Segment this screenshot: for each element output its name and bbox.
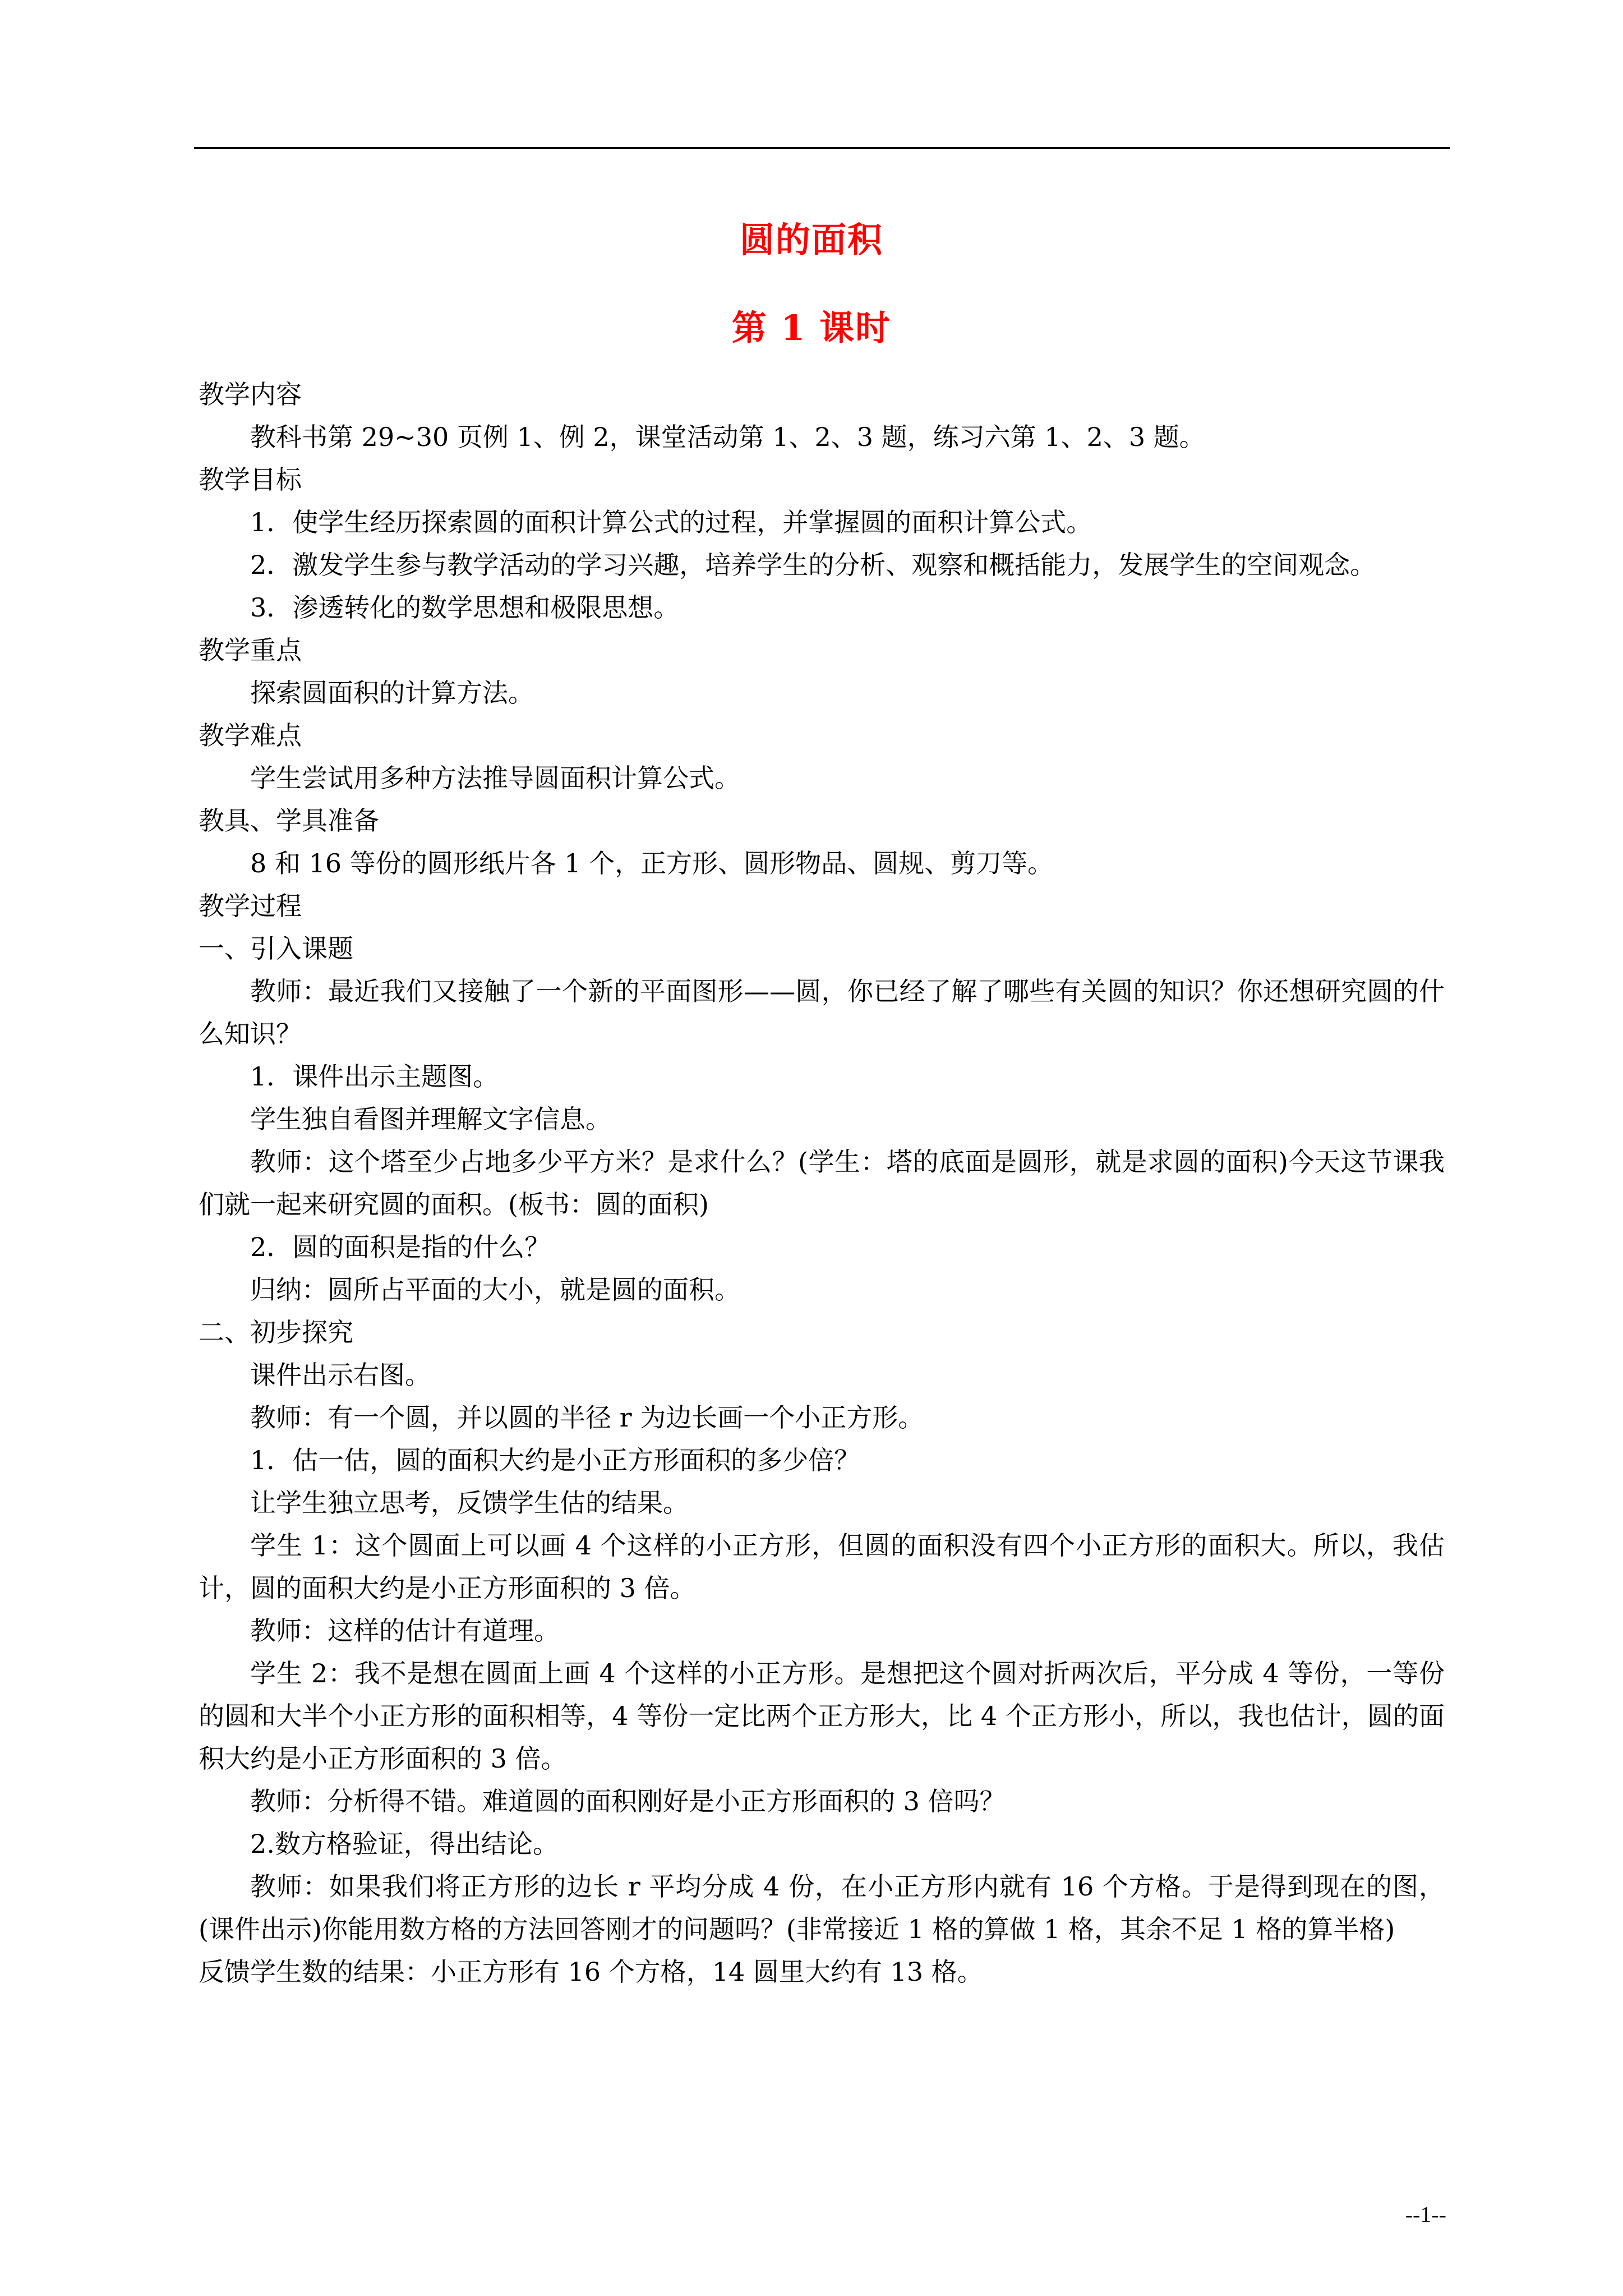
body-paragraph: 学生独自看图并理解文字信息。	[250, 1104, 611, 1134]
body-paragraph: 教师：这样的估计有道理。	[250, 1616, 560, 1646]
body-paragraph: 教师：这个塔至少占地多少平方米？是求什么？(学生：塔的底面是圆形，就是求圆的面积)今天这节课我们就一起来研究圆的面积。(板书：圆的面积)	[199, 1147, 1445, 1220]
body-paragraph: 8 和 16 等份的圆形纸片各 1 个，正方形、圆形物品、圆规、剪刀等。	[250, 848, 1054, 878]
body-paragraph: 2．圆的面积是指的什么？	[250, 1232, 551, 1262]
body-paragraph: 教师：最近我们又接触了一个新的平面图形——圆，你已经了解了哪些有关圆的知识？你还想研究圆的什么知识？	[199, 976, 1445, 1049]
body-paragraph: 教师：分析得不错。难道圆的面积刚好是小正方形面积的 3 倍吗？	[250, 1786, 1006, 1816]
document-title: 圆的面积	[739, 219, 883, 260]
document-subtitle: 第 1 课时	[731, 307, 892, 348]
document-body	[199, 373, 1445, 1993]
body-paragraph: 学生 2：我不是想在圆面上画 4 个这样的小正方形。是想把这个圆对折两次后，平分成 4 等份，一等份的圆和大半个小正方形的面积相等，4 等份一定比两个正方形大，比 4 个正方形小，所以，我也估计，圆的面积大约是小正方形面积的 3 倍。	[199, 1658, 1445, 1774]
body-paragraph: 2.数方格验证，得出结论。	[250, 1829, 559, 1859]
body-paragraph: 1．使学生经历探索圆的面积计算公式的过程，并掌握圆的面积计算公式。	[250, 507, 1092, 537]
body-paragraph: 1．课件出示主题图。	[250, 1061, 499, 1092]
body-paragraph: 反馈学生数的结果：小正方形有 16 个方格，14 圆里大约有 13 格。	[199, 1957, 983, 1987]
body-paragraph: 探索圆面积的计算方法。	[250, 678, 534, 708]
section-heading: 教具、学具准备	[199, 806, 379, 836]
body-paragraph: 1．估一估，圆的面积大约是小正方形面积的多少倍？	[250, 1445, 860, 1475]
body-paragraph: 3．渗透转化的数学思想和极限思想。	[250, 592, 680, 623]
body-paragraph: 学生尝试用多种方法推导圆面积计算公式。	[250, 763, 740, 793]
body-paragraph: 教师：有一个圆，并以圆的半径 r 为边长画一个小正方形。	[250, 1402, 924, 1433]
body-paragraph: 教科书第 29~30 页例 1、例 2，课堂活动第 1、2、3 题，练习六第 1、2、3 题。	[250, 422, 1205, 452]
section-heading: 教学难点	[199, 720, 302, 751]
section-heading: 教学目标	[199, 464, 302, 495]
body-paragraph: 让学生独立思考，反馈学生估的结果。	[250, 1488, 689, 1518]
section-heading: 教学内容	[199, 379, 302, 409]
page-number: --1--	[1405, 2202, 1446, 2227]
body-paragraph: 课件出示右图。	[250, 1360, 431, 1390]
body-paragraph: 归纳：圆所占平面的大小，就是圆的面积。	[250, 1274, 740, 1305]
section-heading: 二、初步探究	[199, 1317, 353, 1347]
body-paragraph: 2．激发学生参与教学活动的学习兴趣，培养学生的分析、观察和概括能力，发展学生的空间观念。	[250, 550, 1376, 580]
body-paragraph: 学生 1：这个圆面上可以画 4 个这样的小正方形，但圆的面积没有四个小正方形的面积大。所以，我估计，圆的面积大约是小正方形面积的 3 倍。	[199, 1530, 1445, 1603]
section-heading: 教学重点	[199, 635, 302, 665]
header-rule	[194, 147, 1450, 149]
section-heading: 教学过程	[199, 891, 302, 921]
section-heading: 一、引入课题	[199, 933, 353, 964]
body-paragraph: 教师：如果我们将正方形的边长 r 平均分成 4 份，在小正方形内就有 16 个方格。于是得到现在的图，(课件出示)你能用数方格的方法回答刚才的问题吗？(非常接近 1 格的算做 1 格，其余不足 1 格的算半格)	[199, 1871, 1445, 1944]
